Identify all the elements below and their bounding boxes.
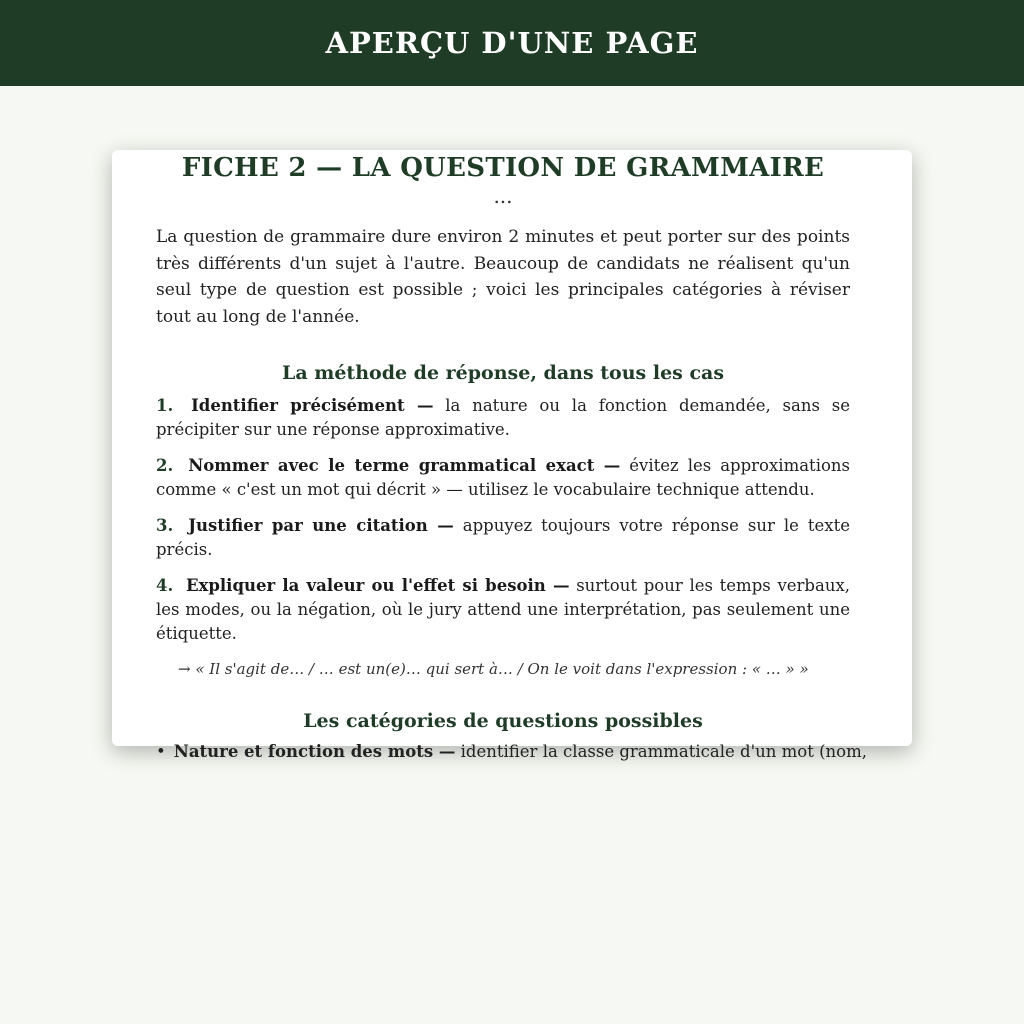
step-lead: Justifier par une citation — xyxy=(188,516,454,535)
page-preview-card[interactable] xyxy=(112,150,912,761)
categories-heading: Les catégories de questions possibles xyxy=(303,710,703,732)
method-step xyxy=(156,454,850,502)
method-heading: La méthode de réponse, dans tous les cas xyxy=(281,362,725,384)
step-lead: Identifier précisément — xyxy=(191,396,434,415)
step-lead: Expliquer la valeur ou l'effet si besoin — xyxy=(185,576,570,595)
bullet-dot: • xyxy=(156,742,166,761)
step-text: la nature ou la fonction demandée, sans se précipiter sur une réponse approximative. xyxy=(156,396,850,439)
method-step xyxy=(156,394,850,442)
ellipsis: ... xyxy=(493,184,513,208)
header-title: APERÇU D'UNE PAGE xyxy=(325,26,699,60)
step-number: 1. xyxy=(156,396,174,415)
step-text: appuyez toujours votre réponse sur le texte précis. xyxy=(156,516,850,559)
method-step xyxy=(156,514,850,562)
bullet-text: identifier la classe grammaticale d'un mot (nom, xyxy=(455,742,867,761)
step-text: surtout pour les temps verbaux, les modes, ou la négation, où le jury attend une interprétation, pas seulement une étiquette. xyxy=(156,576,850,643)
list-item xyxy=(156,740,867,764)
intro-paragraph: La question de grammaire dure environ 2 minutes et peut porter sur des points très différents d'un sujet à l'autre. Beaucoup de candidats ne réalisent qu'un seul type de question est possible ; voici les principales catégories à réviser tout au long de l'année. xyxy=(156,227,850,327)
step-number: 3. xyxy=(156,516,174,535)
bullet-lead: Nature et fonction des mots — xyxy=(173,742,456,761)
step-number: 2. xyxy=(156,456,174,475)
preview-area xyxy=(0,86,1024,774)
page-title: FICHE 2 — LA QUESTION DE GRAMMAIRE xyxy=(181,153,825,183)
step-text: évitez les approximations comme « c'est un mot qui décrit » — utilisez le vocabulaire technique attendu. xyxy=(156,456,850,499)
step-lead: Nommer avec le terme grammatical exact — xyxy=(188,456,621,475)
answer-formula: → « Il s'agit de… / … est un(e)… qui sert à… / On le voit dans l'expression : « … » » xyxy=(178,660,809,678)
header-bar xyxy=(0,0,1024,86)
method-step xyxy=(156,574,850,646)
step-number: 4. xyxy=(156,576,174,595)
